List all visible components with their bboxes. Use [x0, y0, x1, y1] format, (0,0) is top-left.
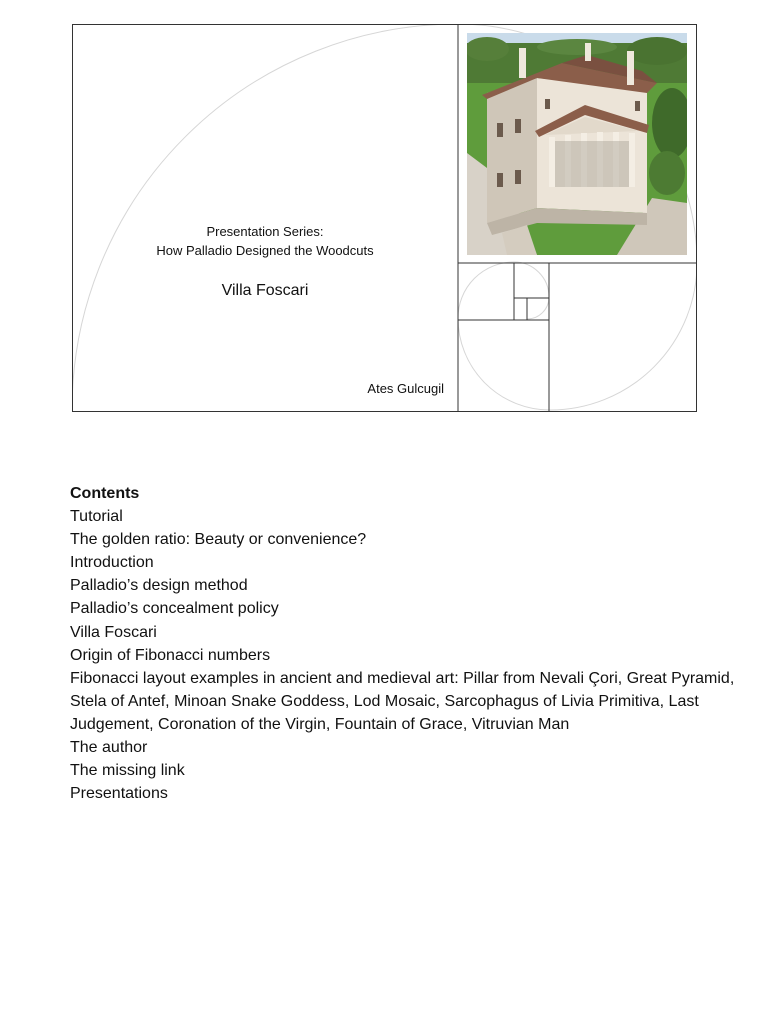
contents-item: Villa Foscari	[70, 623, 157, 641]
contents-item: Origin of Fibonacci numbers	[70, 646, 271, 664]
villa-foscari-photo	[467, 33, 687, 255]
cover-panel	[72, 24, 697, 412]
contents-item: The author	[70, 739, 148, 757]
contents-item: Fibonacci layout examples in ancient and medieval art: Pillar from Nevali Çori, Great Pyramid, Stela of Antef, Minoan Snake Goddess, Lod Mosaic, Sarcophagus of Livia Primitiva, Last Judgement, Coronation of the Virgin, Fountain of Grace, Vitruvian Man	[70, 669, 735, 733]
presentation-title: Villa Foscari	[221, 282, 309, 299]
series-subtitle: How Palladio Designed the Woodcuts	[156, 243, 374, 258]
contents-item: Palladio’s concealment policy	[70, 600, 279, 618]
contents-item: Tutorial	[70, 508, 123, 526]
author-name: Ates Gulcugil	[367, 381, 444, 396]
contents-item: Introduction	[70, 554, 154, 572]
contents-item: The golden ratio: Beauty or convenience?	[70, 531, 367, 549]
contents-item: Palladio’s design method	[70, 577, 248, 595]
contents-heading: Contents	[70, 485, 140, 502]
contents-item: Presentations	[70, 785, 168, 803]
series-label: Presentation Series:	[206, 224, 324, 239]
contents-item: The missing link	[70, 762, 185, 780]
contents-list	[70, 482, 740, 805]
